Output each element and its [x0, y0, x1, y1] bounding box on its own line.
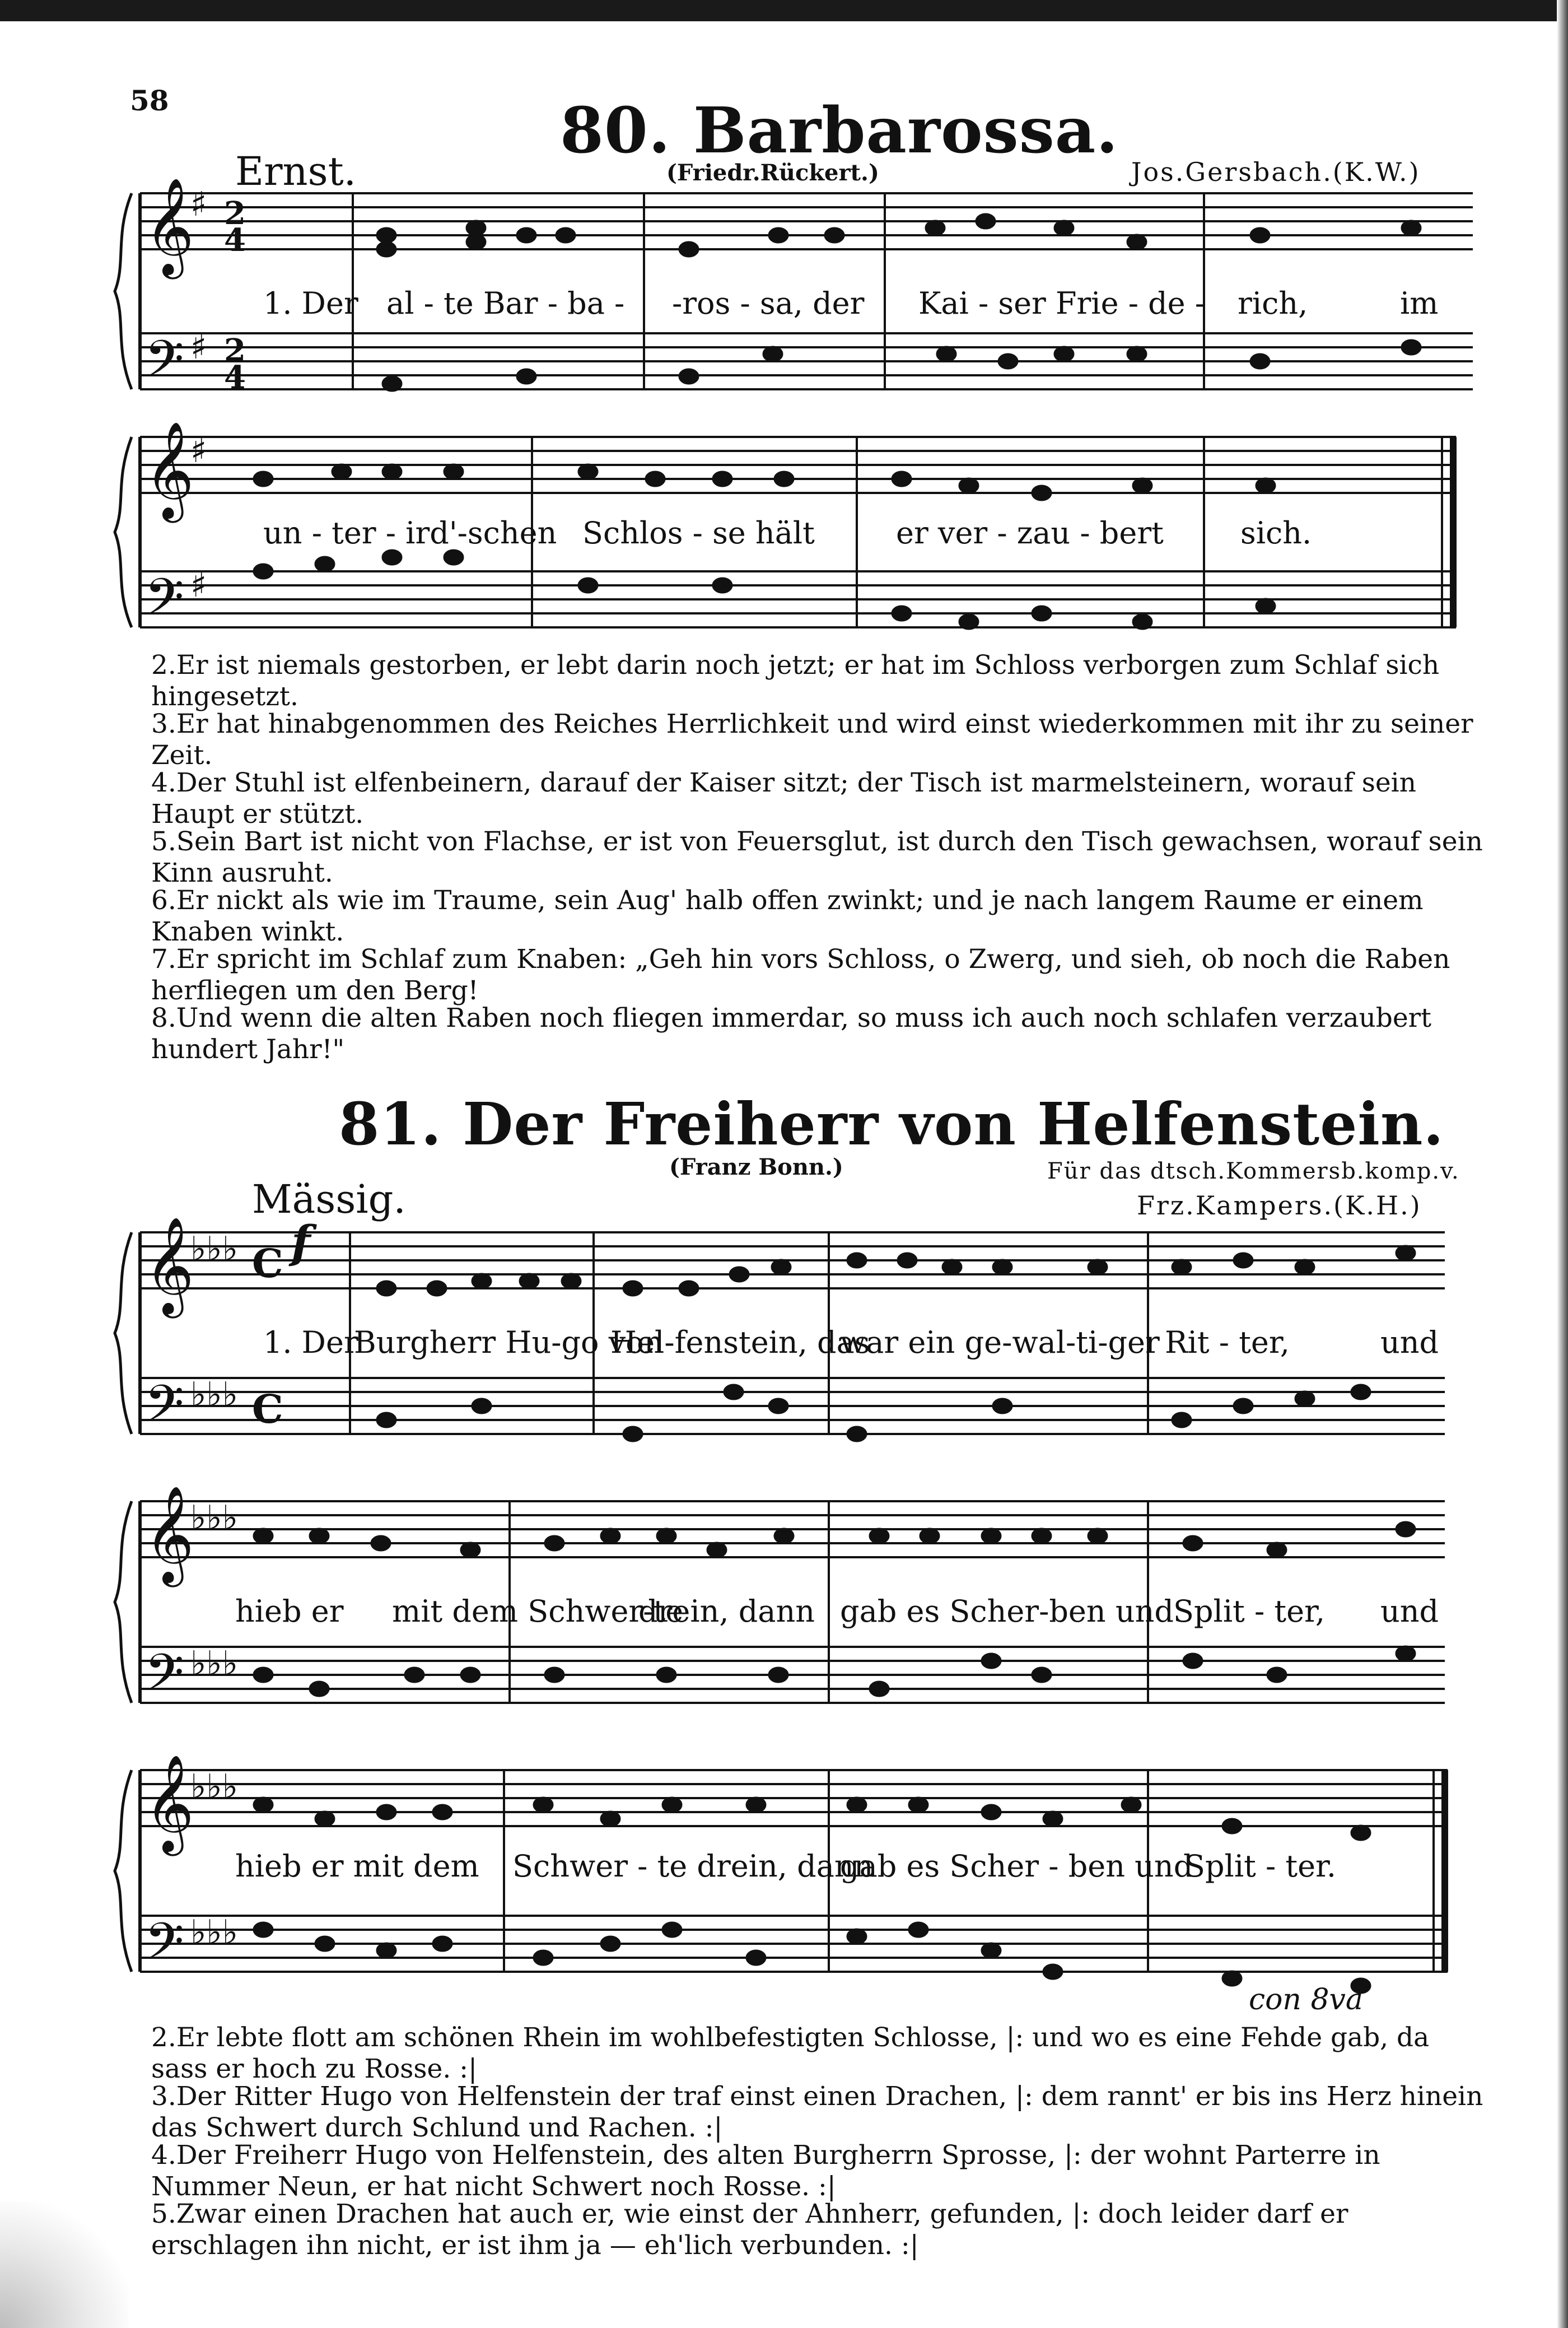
lyric-81-3-3: Split - ter.: [1184, 1849, 1337, 1884]
svg-text:𝄞: 𝄞: [144, 1486, 194, 1583]
svg-text:𝄢: 𝄢: [144, 329, 184, 401]
lyric-80-1-4: rich,: [1238, 286, 1308, 321]
lyric-80-1-5: im: [1400, 286, 1439, 321]
lyric-81-1-0: 1. Der: [263, 1325, 358, 1360]
lyric-81-3-0: hieb er mit dem: [235, 1849, 479, 1884]
lyric-81-2-1: mit dem Schwer-te: [392, 1594, 684, 1629]
song80-verse-3: 3.Er hat hinabgenommen des Reiches Herrlichkeit und wird einst wiederkommen mit ihr zu seiner Zeit.: [151, 709, 1482, 771]
svg-text:♯: ♯: [190, 566, 207, 605]
lyric-80-1-2: -ros - sa, der: [672, 286, 865, 321]
svg-text:4: 4: [224, 222, 246, 259]
svg-text:𝄢: 𝄢: [144, 1374, 184, 1446]
song80-verse-2: 2.Er ist niemals gestorben, er lebt darin noch jetzt; er hat im Schloss verborgen zum Schlaf sich hingesetzt.: [151, 650, 1448, 712]
svg-text:♭♭♭: ♭♭♭: [190, 1375, 238, 1414]
svg-text:𝄞: 𝄞: [144, 1754, 194, 1852]
lyric-80-1-3: Kai - ser Frie - de -: [918, 286, 1206, 321]
song81-dynamic: f: [291, 1216, 311, 1268]
svg-text:♭♭♭: ♭♭♭: [190, 1498, 238, 1538]
lyric-81-1-3: war ein ge-wal-ti-ger: [840, 1325, 1160, 1360]
svg-text:4: 4: [224, 359, 246, 396]
lyric-80-2-3: sich.: [1240, 515, 1312, 551]
svg-text:𝄞: 𝄞: [144, 178, 194, 275]
svg-text:♭♭♭: ♭♭♭: [190, 1767, 238, 1806]
svg-text:𝄢: 𝄢: [144, 1643, 184, 1715]
lyric-81-2-3: gab es Scher-ben und: [840, 1594, 1174, 1629]
song80-lyricist: (Friedr.Rückert.): [666, 160, 879, 186]
svg-text:2: 2: [224, 332, 246, 369]
lyric-80-1-1: al - te Bar - ba -: [386, 286, 625, 321]
svg-text:𝄢: 𝄢: [144, 567, 184, 639]
svg-text:C: C: [252, 1386, 283, 1432]
song81-verse-3: 3.Der Ritter Hugo von Helfenstein der traf einst einen Drachen, |: dem rannt' er bis ins Herz hinein das Schwert durch Schlund und Rachen. :|: [151, 2081, 1492, 2143]
lyric-81-2-4: Split - ter,: [1173, 1594, 1326, 1629]
song81-verse-5: 5.Zwar einen Drachen hat auch er, wie einst der Ahnherr, gefunden, |: doch leider darf er erschlagen ihn nicht, er ist ihm ja — eh'lich verbunden. :|: [151, 2199, 1357, 2261]
song81-tempo: Mässig.: [252, 1176, 406, 1222]
lyric-81-2-5: und: [1380, 1594, 1439, 1629]
svg-text:♭♭♭: ♭♭♭: [190, 1913, 238, 1952]
song80-verse-8: 8.Und wenn die alten Raben noch fliegen immerdar, so muss ich auch noch schlafen verzaubert hundert Jahr!": [151, 1003, 1440, 1065]
song80-verse-6: 6.Er nickt als wie im Traume, sein Aug' halb offen zwinkt; und je nach langem Raume er einem Knaben winkt.: [151, 885, 1432, 947]
svg-text:C: C: [252, 1240, 283, 1287]
svg-text:♭♭♭: ♭♭♭: [190, 1230, 238, 1269]
svg-text:𝄞: 𝄞: [144, 421, 194, 519]
lyric-81-1-5: und: [1380, 1325, 1439, 1360]
lyric-80-2-0: un - ter - ird'-schen: [263, 515, 557, 551]
song80-title: 80. Barbarossa.: [560, 94, 1119, 167]
lyric-80-2-2: er ver - zau - bert: [896, 515, 1164, 551]
svg-text:2: 2: [224, 195, 246, 232]
page-number: 58: [130, 84, 169, 117]
lyric-81-1-1: Burgherr Hu-go von: [354, 1325, 664, 1360]
lyric-80-1-0: 1. Der: [263, 286, 358, 321]
lyric-81-3-1: Schwer - te drein, dann: [512, 1849, 874, 1884]
svg-text:𝄢: 𝄢: [144, 1912, 184, 1984]
song81-composer-line1: Für das dtsch.Kommersb.komp.v.: [1047, 1158, 1460, 1184]
song81-title: 81. Der Freiherr von Helfenstein.: [339, 1089, 1444, 1158]
song80-verse-7: 7.Er spricht im Schlaf zum Knaben: „Geh hin vors Schloss, o Zwerg, und sieh, ob noch die Raben herfliegen um den Berg!: [151, 944, 1459, 1006]
song80-composer: Jos.Gersbach.(K.W.): [1131, 157, 1421, 187]
lyric-80-2-1: Schlos - se hält: [582, 515, 815, 551]
lyric-81-2-0: hieb er: [235, 1594, 344, 1629]
song80-verse-4: 4.Der Stuhl ist elfenbeinern, darauf der Kaiser sitzt; der Tisch ist marmelsteinern, worauf sein Haupt er stützt.: [151, 767, 1425, 830]
svg-text:𝄞: 𝄞: [144, 1217, 194, 1314]
song81-lyricist: (Franz Bonn.): [669, 1154, 843, 1180]
lyric-81-1-2: Hel-fenstein, das: [610, 1325, 870, 1360]
lyric-81-3-2: gab es Scher - ben und: [840, 1849, 1193, 1884]
song81-verse-2: 2.Er lebte flott am schönen Rhein im wohlbefestigten Schlosse, |: und wo es eine Fehde gab, da sass er hoch zu Rosse. :|: [151, 2022, 1438, 2084]
svg-text:♭♭♭: ♭♭♭: [190, 1644, 238, 1683]
song81-verse-4: 4.Der Freiherr Hugo von Helfenstein, des alten Burgherrn Sprosse, |: der wohnt Parterre in Nummer Neun, er hat nicht Schwert noch Rosse. :|: [151, 2140, 1389, 2202]
octave-marking: con 8va: [1249, 1983, 1363, 2017]
svg-text:♯: ♯: [190, 431, 207, 471]
notes-81-3: [254, 1798, 1370, 1992]
song80-tempo: Ernst.: [235, 148, 356, 194]
song81-composer-line2: Frz.Kampers.(K.H.): [1137, 1190, 1422, 1221]
lyric-81-2-2: drein, dann: [638, 1594, 815, 1629]
song80-verse-5: 5.Sein Bart ist nicht von Flachse, er ist von Feuersglut, ist durch den Tisch gewachsen, worauf sein Kinn ausruht.: [151, 826, 1491, 888]
lyric-81-1-4: Rit - ter,: [1165, 1325, 1290, 1360]
svg-text:♯: ♯: [190, 185, 207, 224]
svg-text:♯: ♯: [190, 328, 207, 367]
